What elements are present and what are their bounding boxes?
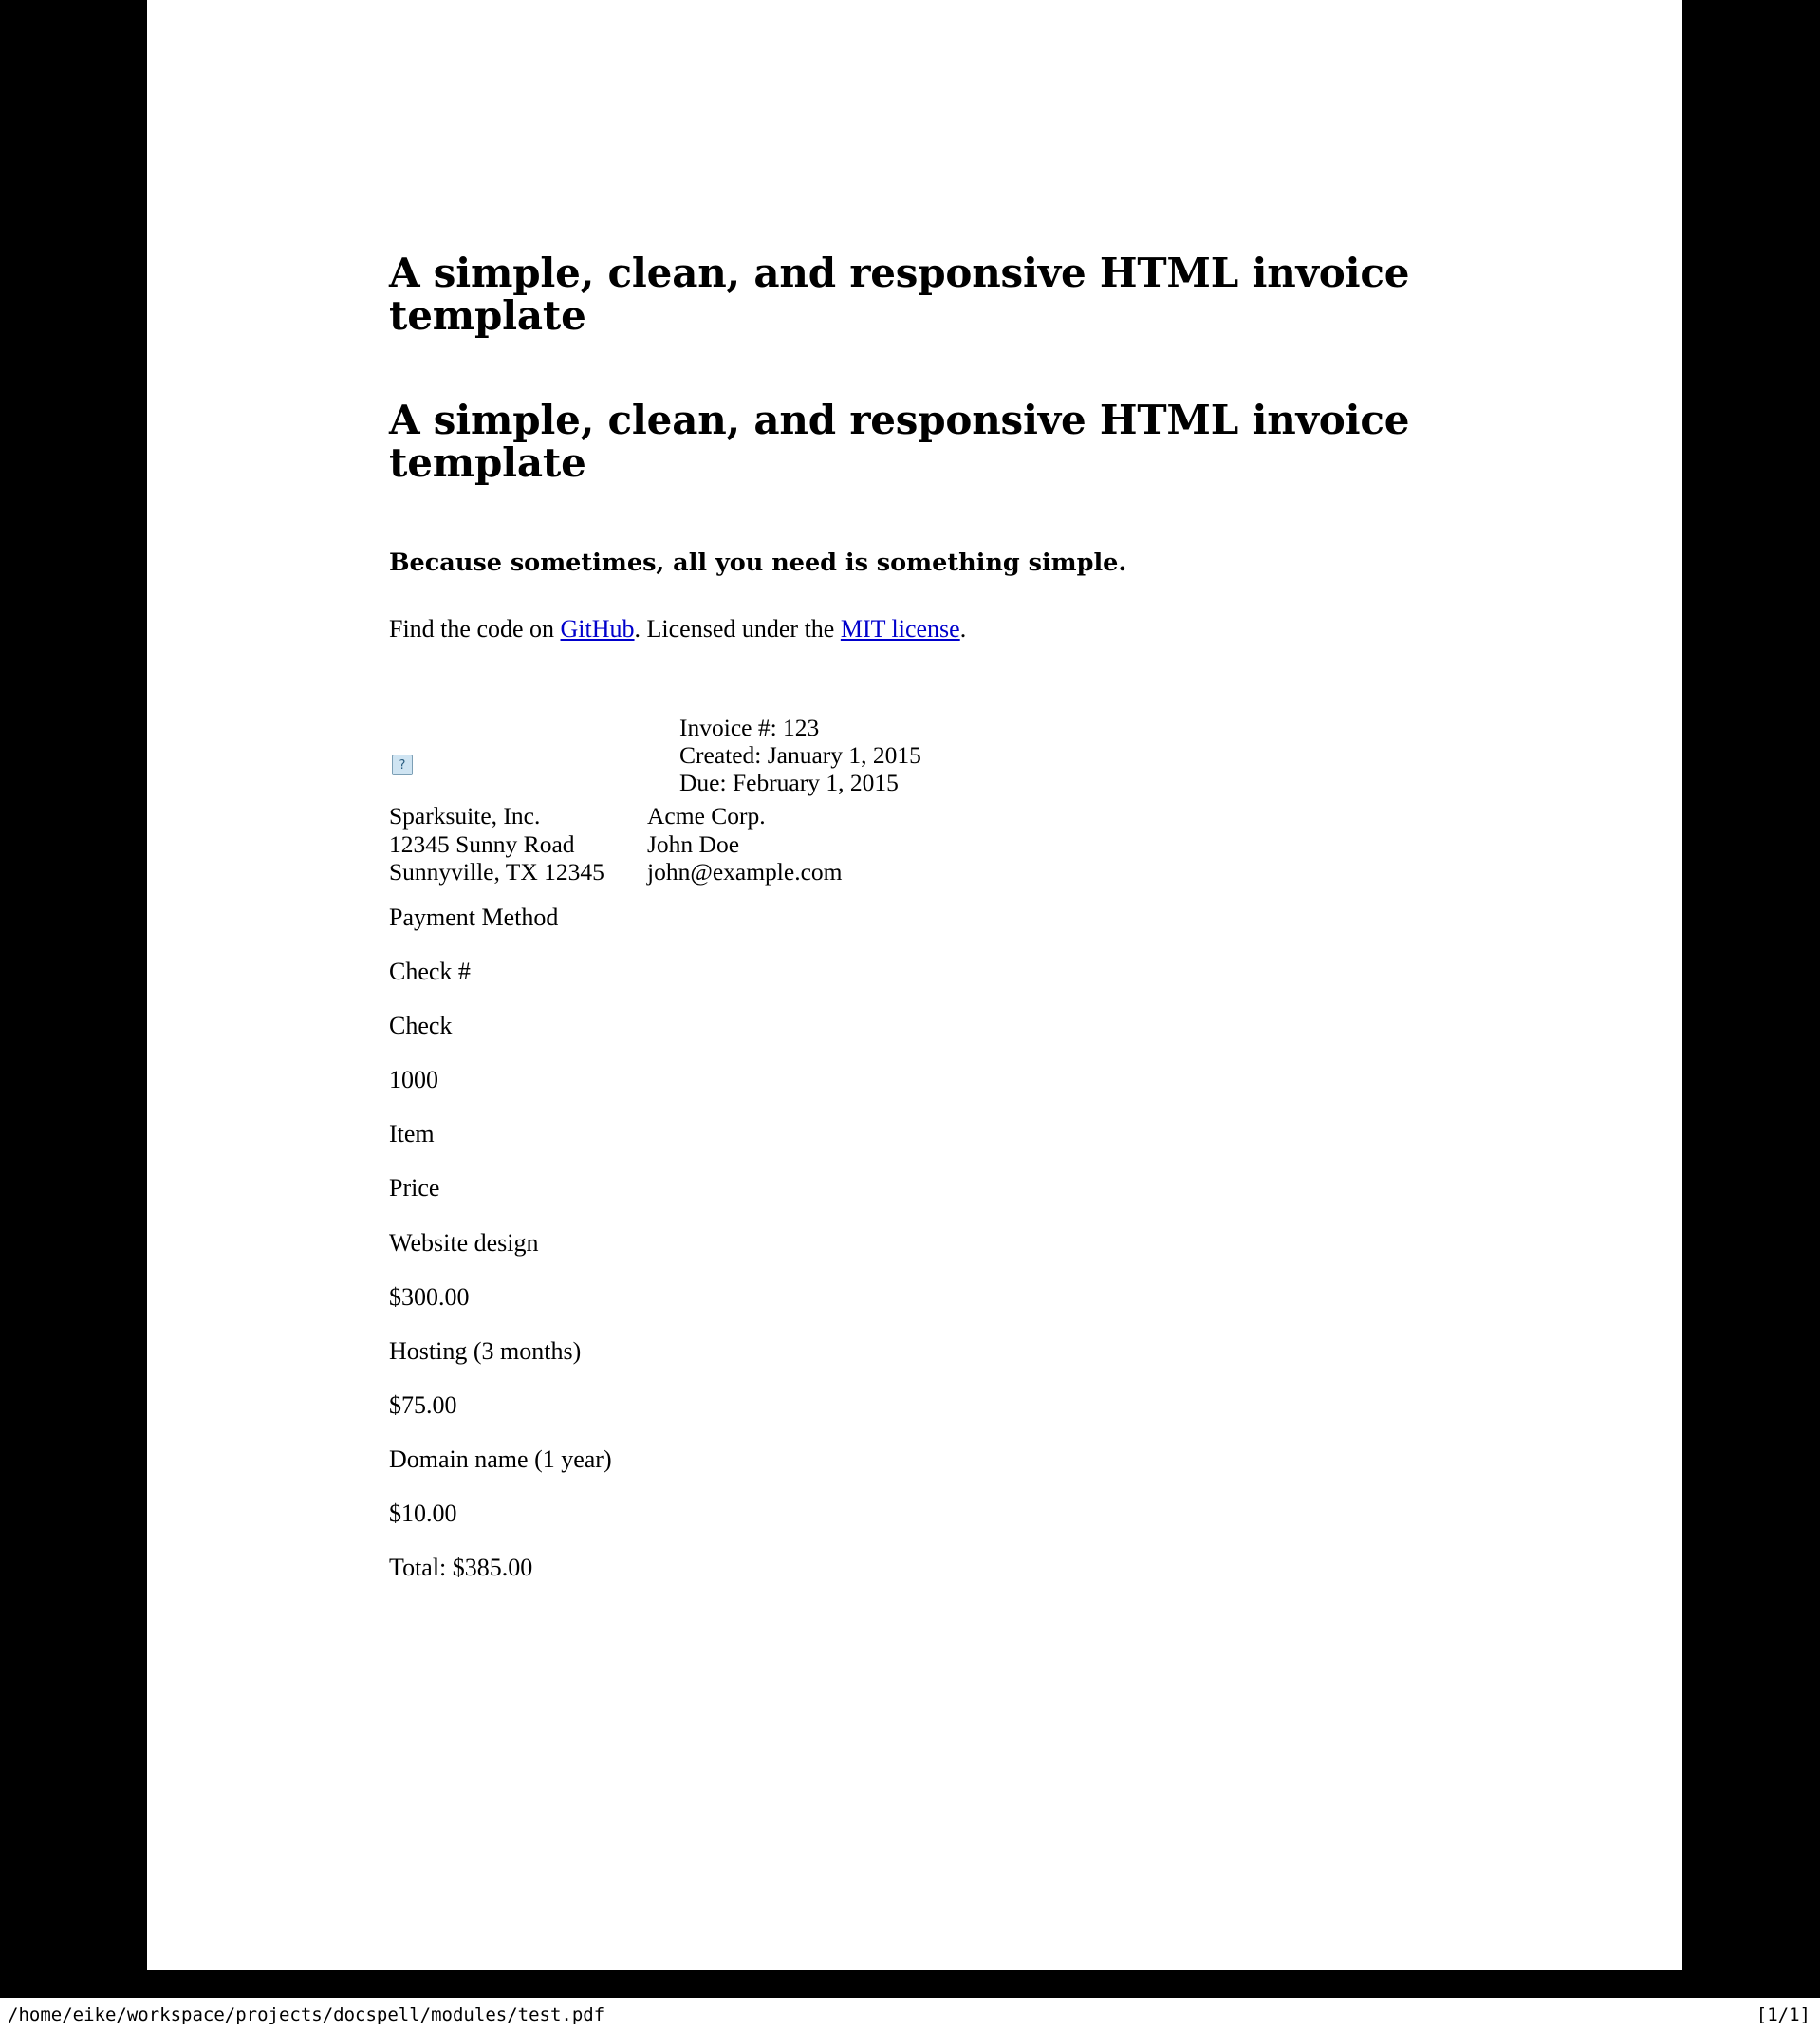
invoice-line: $300.00 bbox=[389, 1282, 470, 1311]
find-code-prefix: Find the code on bbox=[389, 615, 561, 643]
sender-address bbox=[389, 802, 604, 886]
sender-street: 12345 Sunny Road bbox=[389, 830, 575, 858]
page-indicator: [1/1] bbox=[1755, 2004, 1811, 2025]
invoice-due: Due: February 1, 2015 bbox=[679, 769, 899, 796]
find-code-line bbox=[389, 615, 966, 643]
invoice-line: Domain name (1 year) bbox=[389, 1445, 612, 1473]
find-code-middle: . Licensed under the bbox=[634, 615, 841, 643]
invoice-line: Price bbox=[389, 1174, 440, 1202]
invoice-lines bbox=[389, 904, 1414, 1608]
invoice-line: Item bbox=[389, 1120, 435, 1148]
find-code-suffix: . bbox=[959, 615, 967, 643]
viewer-status-bar bbox=[0, 1998, 1820, 2032]
invoice-meta bbox=[679, 714, 921, 796]
invoice-total: Total: $385.00 bbox=[389, 1554, 533, 1582]
invoice-line: Hosting (3 months) bbox=[389, 1336, 582, 1365]
invoice-line: Payment Method bbox=[389, 904, 559, 931]
invoice-line: $75.00 bbox=[389, 1390, 457, 1419]
recipient-company: Acme Corp. bbox=[647, 802, 766, 830]
recipient-email: john@example.com bbox=[647, 858, 843, 886]
document-heading-secondary: A simple, clean, and responsive HTML invoice template bbox=[389, 397, 1410, 487]
invoice-line: Website design bbox=[389, 1228, 539, 1257]
file-path-label: /home/eike/workspace/projects/docspell/modules/test.pdf bbox=[8, 2004, 605, 2025]
recipient-contact: John Doe bbox=[647, 830, 740, 858]
invoice-line: $10.00 bbox=[389, 1500, 457, 1528]
pdf-page bbox=[147, 0, 1682, 1970]
mit-license-link[interactable]: MIT license bbox=[840, 615, 960, 643]
invoice-line: 1000 bbox=[389, 1066, 438, 1094]
page-title: A simple, clean, and responsive HTML invoice template bbox=[389, 250, 1410, 340]
invoice-line: Check bbox=[389, 1012, 453, 1040]
sender-city: Sunnyville, TX 12345 bbox=[389, 858, 604, 886]
invoice-line: Check # bbox=[389, 958, 471, 986]
broken-image-icon: ? bbox=[392, 755, 413, 775]
recipient-address bbox=[647, 802, 842, 886]
sender-name: Sparksuite, Inc. bbox=[389, 802, 541, 830]
invoice-number: Invoice #: 123 bbox=[679, 714, 820, 741]
invoice-created: Created: January 1, 2015 bbox=[679, 741, 921, 769]
document-subtitle: Because sometimes, all you need is something simple. bbox=[389, 549, 1127, 577]
github-link[interactable]: GitHub bbox=[560, 615, 635, 643]
